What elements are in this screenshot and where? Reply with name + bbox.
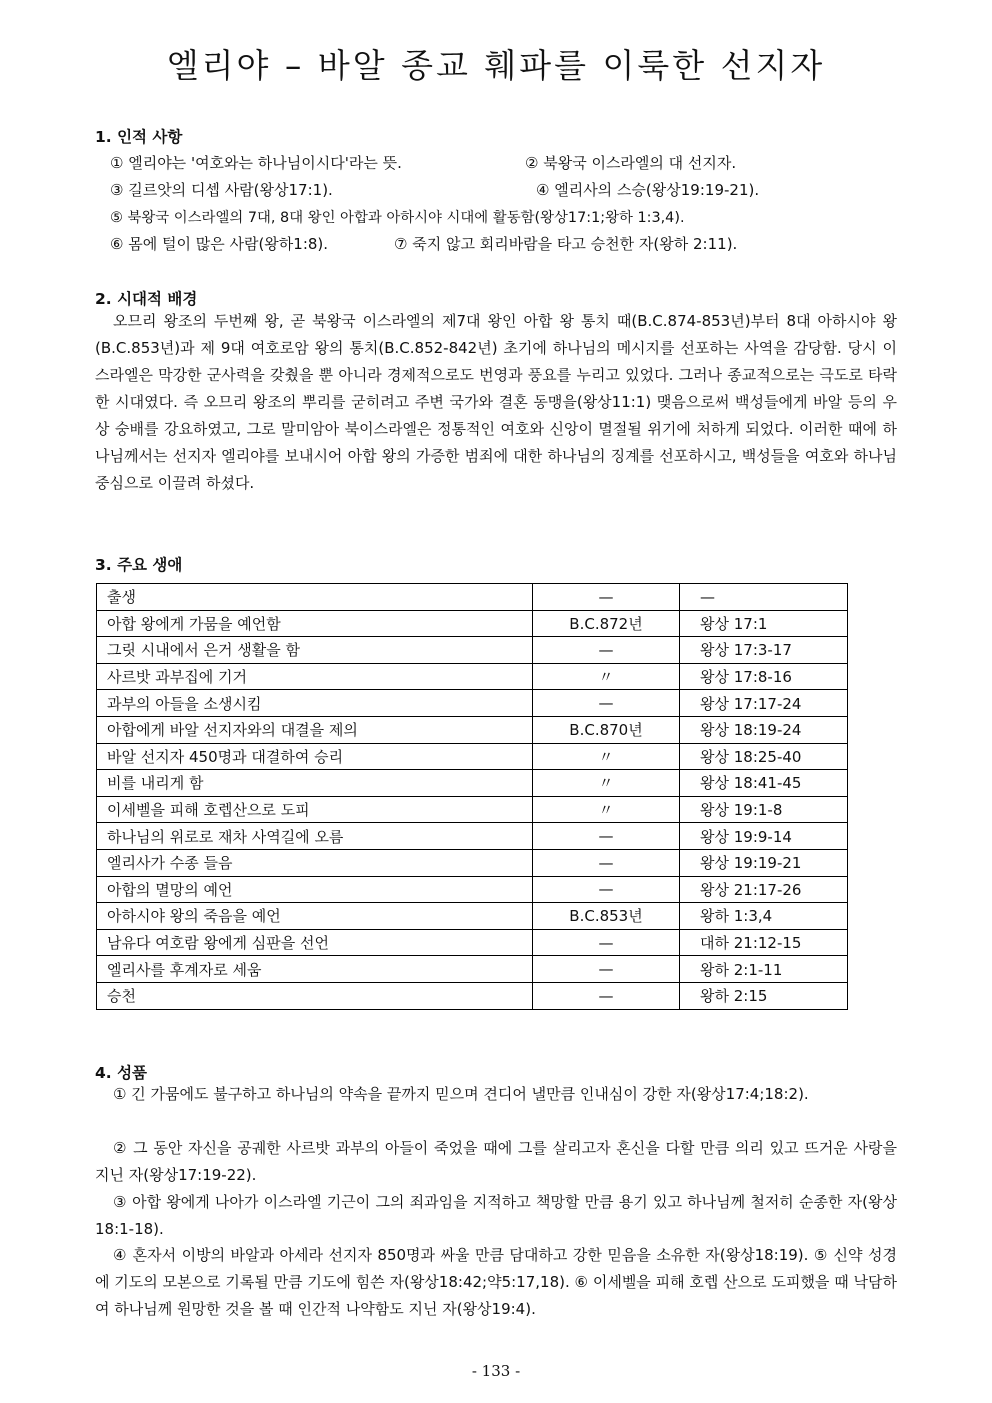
reference-cell: 왕상 19:9-14 xyxy=(680,823,848,850)
year-cell: 〃 xyxy=(533,663,680,690)
table-row xyxy=(97,796,848,823)
event-cell: 비를 내리게 함 xyxy=(97,770,533,797)
event-cell: 이세벨을 피해 호렙산으로 도피 xyxy=(97,796,533,823)
historical-background-paragraph: 오므리 왕조의 두번째 왕, 곧 북왕국 이스라엘의 제7대 왕인 아합 왕 통치 때(B.C.874-853년)부터 8대 아하시야 왕(B.C.853년)과 제 9대 여호로암 왕의 통치(B.C.852-842년) 초기에 하나님의 메시지를 선포하는 사역을 감당함. 당시 이스라엘은 막강한 군사력을 갖췄을 뿐 아니라 경제적으로도 번영과 풍요를 누리고 있었다. 그러나 종교적으로는 극도로 타락한 시대였다. 즉 오므리 왕조의 뿌리를 굳히려고 주변 국가와 결혼 동맹을(왕상11:1) 맺음으로써 백성들에게 바알 등의 우상 숭배를 강요하였고, 그로 말미암아 북이스라엘은 정통적인 여호와 신앙이 멸절될 위기에 처하게 되었다. 이러한 때에 하나님께서는 선지자 엘리야를 보내시어 아합 왕의 가증한 범죄에 대한 하나님의 징계를 선포하시고, 백성들을 여호와 하나님 중심으로 이끌려 하셨다. xyxy=(95,312,897,492)
table-row xyxy=(97,584,848,611)
table-row xyxy=(97,716,848,743)
table-row xyxy=(97,956,848,983)
personal-item-1: ① 엘리야는 '여호와는 하나님이시다'라는 뜻. xyxy=(110,154,402,172)
reference-cell: 왕상 17:3-17 xyxy=(680,637,848,664)
personal-item-3: ③ 길르앗의 디셉 사람(왕상17:1). xyxy=(110,181,333,199)
year-cell: — xyxy=(533,876,680,903)
table-row xyxy=(97,770,848,797)
character-item-3: ③ 아합 왕에게 나아가 이스라엘 기근이 그의 죄과임을 지적하고 책망할 만큼 용기 있고 하나님께 철저히 순종한 자(왕상18:1-18). xyxy=(95,1193,897,1238)
personal-item-4: ④ 엘리사의 스승(왕상19:19-21). xyxy=(536,181,760,199)
reference-cell: 왕하 1:3,4 xyxy=(680,903,848,930)
year-cell: — xyxy=(533,637,680,664)
event-cell: 엘리사가 수종 들음 xyxy=(97,849,533,876)
year-cell: — xyxy=(533,956,680,983)
reference-cell: — xyxy=(680,584,848,611)
year-cell: — xyxy=(533,690,680,717)
event-cell: 아합 왕에게 가뭄을 예언함 xyxy=(97,610,533,637)
event-cell: 바알 선지자 450명과 대결하여 승리 xyxy=(97,743,533,770)
life-events-table xyxy=(96,583,848,1010)
event-cell: 엘리사를 후계자로 세움 xyxy=(97,956,533,983)
year-cell: — xyxy=(533,823,680,850)
reference-cell: 왕상 17:17-24 xyxy=(680,690,848,717)
reference-cell: 왕상 18:41-45 xyxy=(680,770,848,797)
table-row xyxy=(97,929,848,956)
event-cell: 남유다 여호람 왕에게 심판을 선언 xyxy=(97,929,533,956)
table-row xyxy=(97,982,848,1009)
reference-cell: 왕상 17:1 xyxy=(680,610,848,637)
personal-item-7: ⑦ 죽지 않고 회리바람을 타고 승천한 자(왕하 2:11). xyxy=(394,235,738,253)
year-cell: — xyxy=(533,584,680,611)
event-cell: 출생 xyxy=(97,584,533,611)
year-cell: 〃 xyxy=(533,796,680,823)
event-cell: 아합에게 바알 선지자와의 대결을 제의 xyxy=(97,716,533,743)
character-item-4-6: ④ 혼자서 이방의 바알과 아세라 선지자 850명과 싸울 만큼 담대하고 강한 믿음을 소유한 자(왕상18:19). ⑤ 신약 성경에 기도의 모본으로 기록될 만큼 기도에 힘쓴 자(왕상18:42;약5:17,18). ⑥ 이세벨을 피해 호렙 산으로 도피했을 때 낙담하여 하나님께 원망한 것을 볼 때 인간적 나약함도 지닌 자(왕상19:4). xyxy=(95,1246,897,1318)
event-cell: 사르밧 과부집에 기거 xyxy=(97,663,533,690)
reference-cell: 왕상 18:25-40 xyxy=(680,743,848,770)
table-row xyxy=(97,876,848,903)
event-cell: 승천 xyxy=(97,982,533,1009)
event-cell: 아하시야 왕의 죽음을 예언 xyxy=(97,903,533,930)
table-row xyxy=(97,823,848,850)
table-row xyxy=(97,637,848,664)
character-item-2: ② 그 동안 자신을 공궤한 사르밧 과부의 아들이 죽었을 때에 그를 살리고자 혼신을 다할 만큼 의리 있고 뜨거운 사랑을 지닌 자(왕상17:19-22). xyxy=(95,1139,897,1184)
reference-cell: 왕상 19:19-21 xyxy=(680,849,848,876)
reference-cell: 왕하 2:15 xyxy=(680,982,848,1009)
page-number: - 133 - xyxy=(471,1362,521,1380)
event-cell: 아합의 멸망의 예언 xyxy=(97,876,533,903)
reference-cell: 왕상 19:1-8 xyxy=(680,796,848,823)
reference-cell: 왕상 21:17-26 xyxy=(680,876,848,903)
section-1-heading: 1. 인적 사항 xyxy=(95,128,183,146)
table-row xyxy=(97,903,848,930)
table-row xyxy=(97,743,848,770)
reference-cell: 왕상 18:19-24 xyxy=(680,716,848,743)
table-row xyxy=(97,690,848,717)
year-cell: 〃 xyxy=(533,743,680,770)
year-cell: B.C.870년 xyxy=(533,716,680,743)
event-cell: 그릿 시내에서 은거 생활을 함 xyxy=(97,637,533,664)
section-4-heading: 4. 성품 xyxy=(95,1064,148,1082)
event-cell: 과부의 아들을 소생시킴 xyxy=(97,690,533,717)
reference-cell: 왕하 2:1-11 xyxy=(680,956,848,983)
year-cell: B.C.853년 xyxy=(533,903,680,930)
personal-item-6: ⑥ 몸에 털이 많은 사람(왕하1:8). xyxy=(110,235,329,253)
character-item-1: ① 긴 가뭄에도 불구하고 하나님의 약속을 끝까지 믿으며 견디어 낼만큼 인내심이 강한 자(왕상17:4;18:2). xyxy=(113,1085,809,1103)
personal-item-2: ② 북왕국 이스라엘의 대 선지자. xyxy=(525,154,737,172)
year-cell: — xyxy=(533,982,680,1009)
section-2-heading: 2. 시대적 배경 xyxy=(95,290,198,308)
table-row xyxy=(97,663,848,690)
table-row xyxy=(97,849,848,876)
event-cell: 하나님의 위로로 재차 사역길에 오름 xyxy=(97,823,533,850)
personal-item-5: ⑤ 북왕국 이스라엘의 7대, 8대 왕인 아합과 아하시야 시대에 활동함(왕상17:1;왕하 1:3,4). xyxy=(110,210,685,226)
section-3-heading: 3. 주요 생애 xyxy=(95,556,183,574)
year-cell: — xyxy=(533,929,680,956)
table-row xyxy=(97,610,848,637)
page-title: 엘리야 – 바알 종교 훼파를 이룩한 선지자 xyxy=(166,46,826,85)
year-cell: B.C.872년 xyxy=(533,610,680,637)
reference-cell: 왕상 17:8-16 xyxy=(680,663,848,690)
reference-cell: 대하 21:12-15 xyxy=(680,929,848,956)
year-cell: — xyxy=(533,849,680,876)
year-cell: 〃 xyxy=(533,770,680,797)
